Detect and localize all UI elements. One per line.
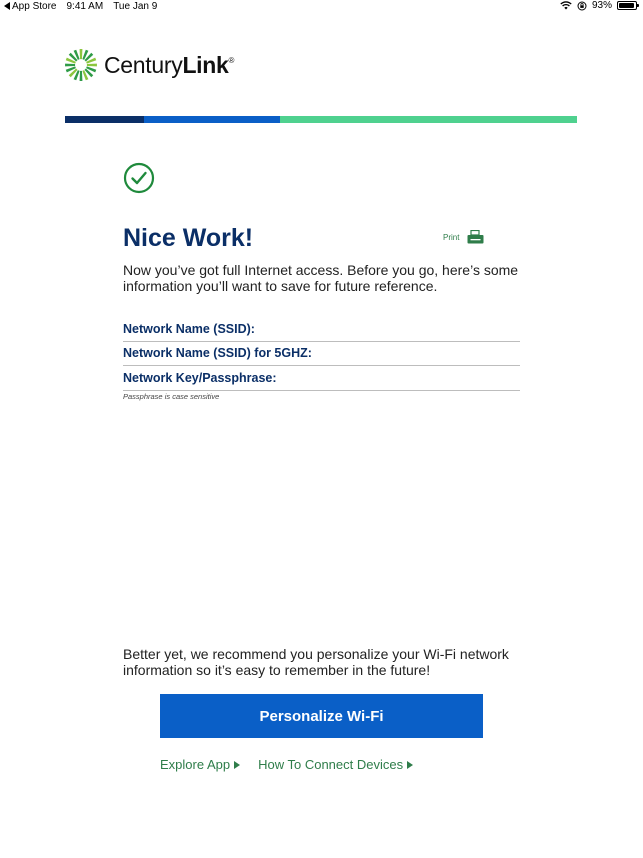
status-bar: [0, 0, 643, 14]
footer-links: [160, 757, 413, 772]
print-label: Print: [443, 232, 460, 242]
back-to-app[interactable]: [4, 1, 56, 12]
logo-ray: [87, 64, 97, 67]
brand-name-bold: Link: [182, 51, 229, 78]
how-to-connect-label: How To Connect Devices: [258, 757, 404, 772]
explore-app-link[interactable]: [160, 757, 240, 772]
check-circle-icon: [123, 162, 155, 194]
page-title: Nice Work!: [123, 224, 254, 252]
personalize-wifi-button[interactable]: Personalize Wi-Fi: [160, 694, 483, 738]
setup-progress-bar: [65, 116, 577, 123]
network-name-5ghz-label: Network Name (SSID) for 5GHZ:: [123, 346, 312, 360]
printer-icon: [467, 230, 484, 244]
intro-text: Now you’ve got full Internet access. Before you go, here’s some information you’ll want to save for future reference.: [123, 262, 519, 294]
back-app-label: App Store: [12, 1, 57, 12]
centurylink-logo: [64, 48, 234, 82]
network-name-5ghz-field: [123, 341, 520, 366]
brand-name: [104, 52, 234, 79]
back-arrow-icon: [4, 2, 10, 10]
status-date: Tue Jan 9: [113, 1, 158, 12]
logo-ray: [80, 71, 83, 81]
logo-ray: [80, 49, 83, 59]
network-name-field: [123, 317, 520, 342]
explore-app-label: Explore App: [160, 757, 231, 772]
battery-percent: 93%: [591, 0, 612, 11]
wifi-icon: [560, 1, 572, 10]
how-to-connect-devices-link[interactable]: [258, 757, 413, 772]
progress-segment: [144, 116, 280, 123]
passphrase-note: Passphrase is case sensitive: [123, 392, 220, 401]
progress-segment: [280, 116, 577, 123]
progress-segment: [65, 116, 144, 123]
logo-ray: [65, 64, 75, 67]
status-time: 9:41 AM: [66, 1, 104, 12]
network-key-label: Network Key/Passphrase:: [123, 371, 277, 385]
network-key-field: [123, 366, 520, 391]
network-name-label: Network Name (SSID):: [123, 322, 255, 336]
orientation-lock-icon: [577, 1, 587, 11]
centurylink-burst-icon: [64, 48, 98, 82]
recommendation-text: Better yet, we recommend you personalize your Wi-Fi network information so it’s easy to remember in the future!: [123, 646, 509, 678]
print-button[interactable]: [443, 230, 484, 244]
brand-name-regular: Century: [104, 51, 183, 78]
battery-icon: [617, 1, 637, 10]
brand-trademark: ®: [228, 55, 235, 65]
play-arrow-icon: [234, 761, 240, 769]
play-arrow-icon: [407, 761, 413, 769]
